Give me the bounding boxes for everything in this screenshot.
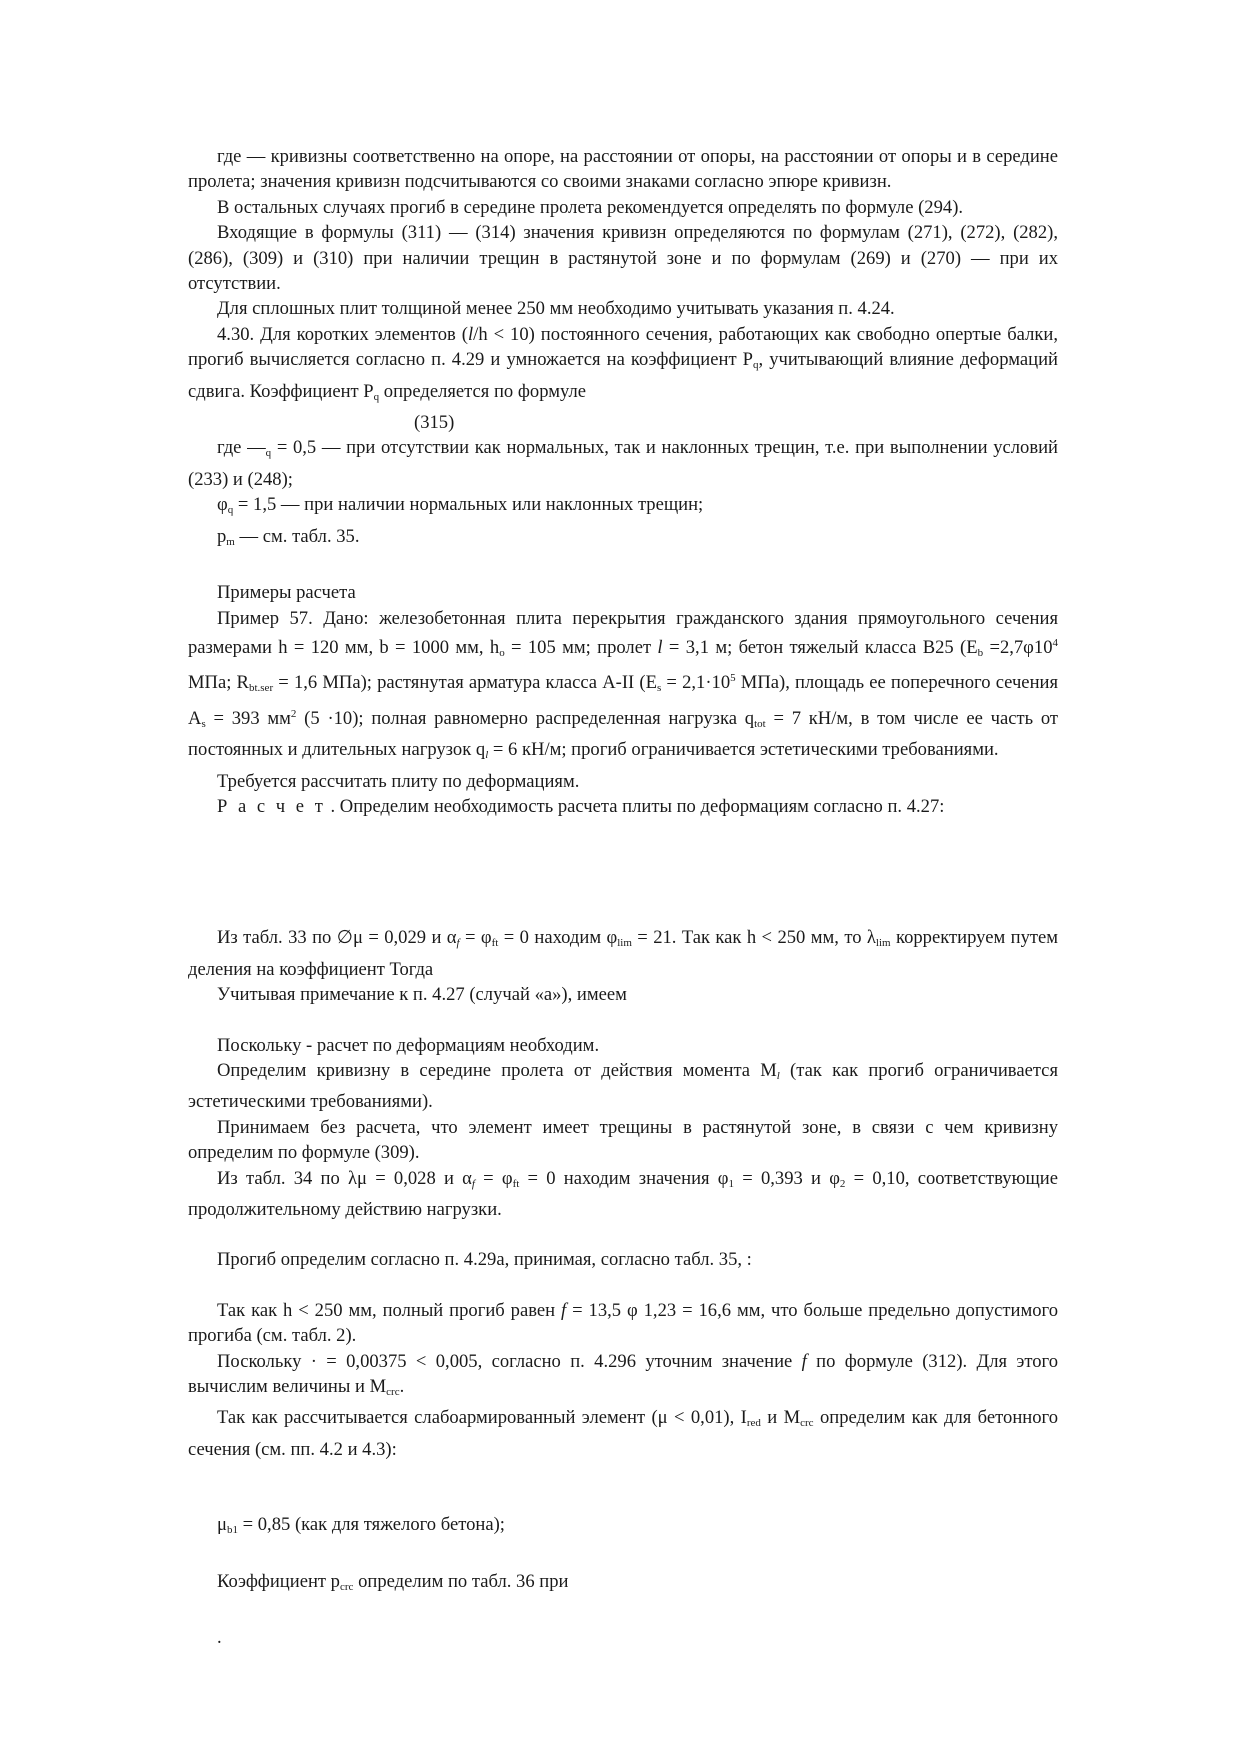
paragraph-deflection: Прогиб определим согласно п. 4.29а, принимая, согласно табл. 35, :: [217, 1249, 752, 1271]
paragraph-formula-references: Входящие в формулы (311) — (314) значения кривизн определяются по формулам (271), (272), (282), (286), (309) и (310) при наличии трещин в растянутой зоне и по формулам (269) и (270) — при их отсутствии.: [188, 222, 1058, 295]
paragraph-full-deflection: Так как h < 250 мм, полный прогиб равен f = 13,5 φ 1,23 = 16,6 мм, что больше предельно допустимого прогиба (см. табл. 2).: [188, 1299, 1059, 1347]
paragraph-note-4-27: Учитывая примечание к п. 4.27 (случай «а»), имеем: [217, 984, 627, 1006]
paragraph-section-4-30: 4.30. Для коротких элементов (l/h < 10) постоянного сечения, работающих как свободно опертые балки, прогиб вычисляется согласно п. 4.29 и умножается на коэффициент $P_q$, учитывающий влияние деформаций сдвига. Коэффициент $P_q$ определяется по формуле: [188, 323, 1059, 403]
paragraph-assume-cracks: Принимаем без расчета, что элемент имеет трещины в растянутой зоне, в связи с чем кривизну определим по формуле (309).: [188, 1116, 1058, 1164]
paragraph-where-q: где $—_q = 0,5$ — при отсутствии как нормальных, так и наклонных трещин, т.е. при выполнении условий (233) и (248);: [188, 437, 1058, 490]
paragraph-curvature-moment: Определим кривизну в середине пролета от действия момента $M_l$ (так как прогиб ограничивается эстетическими требованиями).: [188, 1059, 1058, 1113]
paragraph-curvature-definitions: где — кривизны соответственно на опоре, на расстоянии от опоры, на расстоянии от опоры и в середине пролета; значения кривизн подсчитываются со своими знаками согласно эпюре кривизн.: [188, 146, 1058, 193]
paragraph-calc-needed: Поскольку - расчет по деформациям необходим.: [217, 1034, 600, 1056]
formula-number-315: (315): [414, 412, 455, 434]
paragraph-refine-f: Поскольку · = 0,00375 < 0,005, согласно п. 4.296 уточним значение f по формуле (312). Для этого вычислим величины и $M_{crc}$.: [188, 1350, 1058, 1399]
paragraph-coefficient-pcrc: Коэффициент $p_{crc}$ определим по табл. 36 при: [217, 1570, 569, 1593]
document-page: [188, 144, 1058, 1650]
paragraph-final-dot: .: [217, 1627, 222, 1649]
paragraph-table-33: Из табл. 33 по ∅μ = 0,029 и $\alpha_f = \varphi_{ft} = 0$ находим $\varphi_{lim} = 21$. Так как h < 250 мм, то $\lambda_{lim}$ корректируем путем деления на коэффициент Тогда: [188, 927, 1059, 980]
paragraph-other-cases: В остальных случаях прогиб в середине пролета рекомендуется определять по формуле (294).: [217, 196, 964, 218]
paragraph-calculation: Р а с ч е т . Определим необходимость расчета плиты по деформациям согласно п. 4.27:: [217, 795, 945, 817]
examples-heading: Примеры расчета: [217, 582, 356, 604]
paragraph-pm: $p_m$ — см. табл. 35.: [217, 525, 360, 548]
paragraph-mu-b1: $\mu_{b1} = 0,85$ (как для тяжелого бетона);: [217, 1514, 505, 1537]
paragraph-phi-q: $\varphi_q = 1,5$ — при наличии нормальных или наклонных трещин;: [217, 494, 704, 517]
paragraph-table-34: Из табл. 34 по λμ = 0,028 и $\alpha_f = \varphi_{ft} = 0$ находим значения $\varphi_1 = 0,393$ и $\varphi_2 = 0,10$, соответствующие продолжительному действию нагрузки.: [188, 1167, 1058, 1220]
paragraph-requirement: Требуется рассчитать плиту по деформациям.: [217, 770, 580, 792]
paragraph-weakly-reinforced: Так как рассчитывается слабоармированный элемент (μ < 0,01), $I_{red}$ и $M_{crc}$ определим как для бетонного сечения (см. пп. 4.2 и 4.3):: [188, 1407, 1058, 1460]
paragraph-solid-slabs: Для сплошных плит толщиной менее 250 мм необходимо учитывать указания п. 4.24.: [217, 298, 895, 320]
paragraph-example-57: Пример 57. Дано: железобетонная плита перекрытия гражданского здания прямоугольного сечения размерами h = 120 мм, b = 1000 мм, $h_o = 105$ мм; пролет l = 3,1 м; бетон тяжелый класса В25 ($E_b =2,7\varphi 10^4$ МПа; $R_{bt.ser} = 1,6$ МПа); растянутая арматура класса А-II ($E_s = 2,1\cdot 10^5$ МПа), площадь ее поперечного сечения $A_s = 393$ $мм^2$ (5 ·10); полная равномерно распределенная нагрузка $q_{tot} = 7$ кН/м, в том числе ее часть от постоянных и длительных нагрузок $q_l = 6$ кН/м; прогиб ограничивается эстетическими требованиями.: [188, 607, 1059, 762]
